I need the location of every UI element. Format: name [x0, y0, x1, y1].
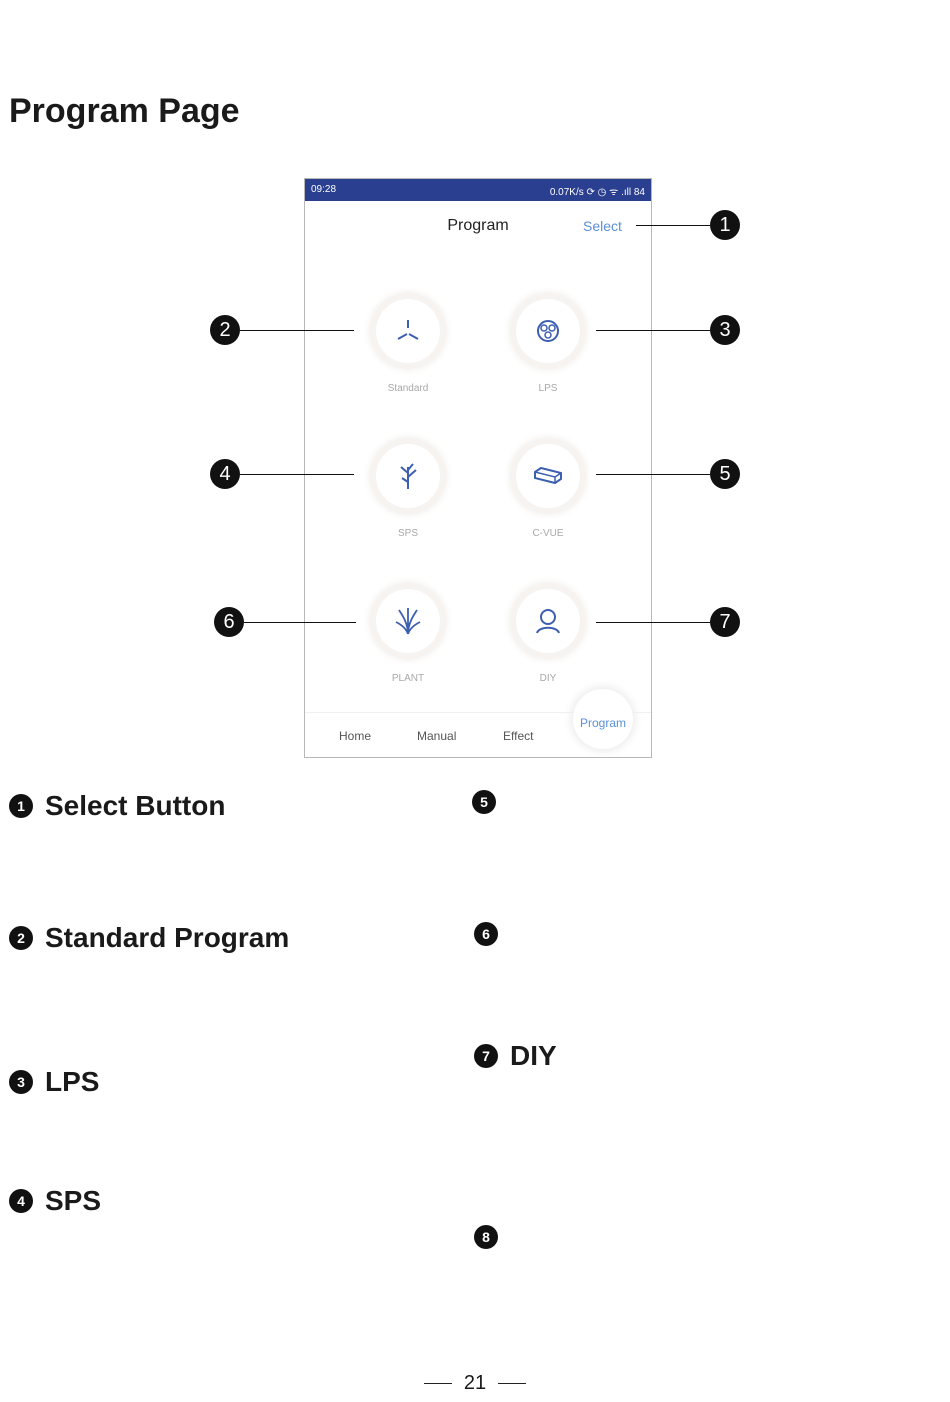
program-standard[interactable] [363, 299, 453, 394]
program-diy[interactable] [503, 589, 593, 684]
nav-manual[interactable]: Manual [417, 729, 457, 743]
desc-4 [9, 1185, 101, 1217]
desc-6 [474, 922, 510, 946]
desc-number: 2 [9, 926, 33, 950]
callout-line-3 [596, 330, 710, 331]
program-label: DIY [539, 673, 557, 684]
plant-icon [391, 604, 425, 638]
desc-number: 5 [472, 790, 496, 814]
page-number-dash [424, 1383, 452, 1384]
nav-effect[interactable]: Effect [503, 729, 534, 743]
callout-4: 4 [210, 459, 240, 489]
callout-6: 6 [214, 607, 244, 637]
status-time: 09:28 [311, 184, 337, 195]
callout-line-1 [636, 225, 710, 226]
callout-line-2 [240, 330, 354, 331]
status-bar [305, 179, 651, 201]
diy-person-icon [531, 604, 565, 638]
page-number-dash [498, 1383, 526, 1384]
program-label: Standard [387, 383, 429, 394]
standard-icon [391, 314, 425, 348]
program-plant[interactable] [363, 589, 453, 684]
desc-text: DIY [510, 1040, 557, 1071]
callout-1: 1 [710, 210, 740, 240]
desc-number: 4 [9, 1189, 33, 1213]
callout-2: 2 [210, 315, 240, 345]
desc-text: Standard Program [45, 922, 290, 953]
callout-line-5 [596, 474, 710, 475]
callout-3: 3 [710, 315, 740, 345]
desc-1 [9, 790, 225, 822]
program-sps[interactable] [363, 444, 453, 539]
page-number-text: 21 [463, 1372, 487, 1394]
desc-text: SPS [45, 1185, 102, 1216]
desc-5 [472, 790, 508, 814]
callout-line-6 [244, 622, 356, 623]
phone-screenshot [304, 178, 652, 758]
callout-5: 5 [710, 459, 740, 489]
program-c-vue[interactable] [503, 444, 593, 539]
desc-text: LPS [45, 1066, 100, 1097]
desc-number: 8 [474, 1225, 498, 1249]
desc-number: 6 [474, 922, 498, 946]
desc-8 [474, 1225, 510, 1249]
program-label: LPS [538, 383, 558, 394]
desc-7 [474, 1040, 557, 1072]
program-label: SPS [397, 528, 418, 539]
bottom-nav [305, 712, 651, 757]
page-number [0, 1372, 950, 1395]
app-title: Program [447, 217, 509, 234]
callout-7: 7 [710, 607, 740, 637]
select-button[interactable]: Select [583, 218, 622, 234]
program-lps[interactable] [503, 299, 593, 394]
desc-number: 1 [9, 794, 33, 818]
nav-home[interactable]: Home [339, 729, 372, 743]
desc-number: 3 [9, 1070, 33, 1094]
sps-coral-icon [391, 459, 425, 493]
page-title: Program Page [9, 92, 240, 130]
program-label: C-VUE [532, 528, 564, 539]
desc-text: Select Button [45, 790, 226, 821]
desc-3 [9, 1066, 99, 1098]
callout-line-7 [596, 622, 710, 623]
nav-program[interactable]: Program [580, 716, 627, 730]
c-vue-icon [531, 459, 565, 493]
status-indicators: 0.07K/s ⟳ ◷ ᯤ .ıll 84 [549, 187, 645, 198]
program-label: PLANT [391, 673, 425, 684]
callout-line-4 [240, 474, 354, 475]
desc-number: 7 [474, 1044, 498, 1068]
desc-2 [9, 922, 289, 954]
lps-coral-icon [531, 314, 565, 348]
